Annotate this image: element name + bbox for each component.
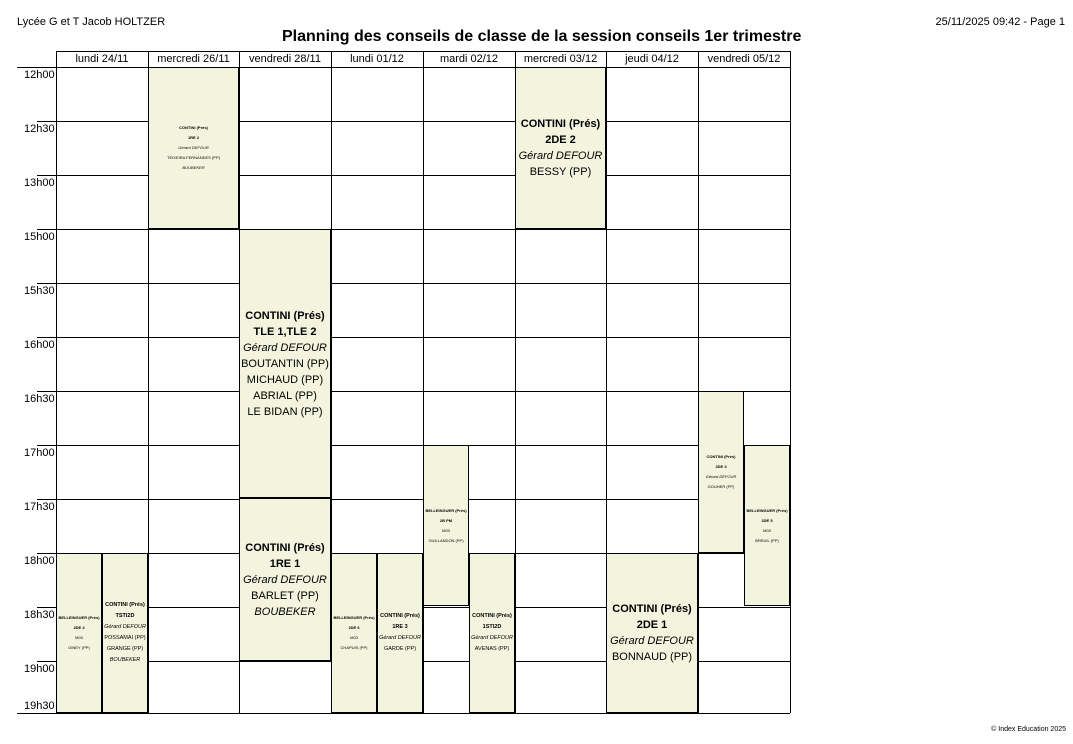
event-line: BREUIL (PP) (755, 537, 779, 543)
page-title: Planning des conseils de classe de la session conseils 1er trimestre (282, 28, 802, 45)
time-label: 19h30 (24, 700, 55, 712)
event-line: Gérard DEFOUR (518, 150, 603, 162)
event-line: Gérard DEFOUR (471, 635, 513, 641)
column-line (698, 51, 699, 713)
council-event (469, 553, 515, 713)
event-line: CONTINI (Prés) (520, 118, 601, 130)
time-label: 18h30 (24, 609, 55, 621)
event-line: BOUBEKER (109, 657, 141, 663)
slot-line (37, 229, 790, 230)
slot-line (37, 445, 790, 446)
event-line: CONTINI (Prés) (245, 309, 325, 322)
event-line: 2DE 2 (545, 134, 576, 146)
event-line: 2DE 3 (715, 464, 727, 469)
event-line: GINEY (PP) (68, 645, 90, 650)
event-line: CONTINI (Prés) (706, 454, 736, 459)
event-line: GRANGE (PP) (106, 646, 144, 652)
event-line: 1STI2D (482, 624, 502, 630)
event-line: 2DE 5 (761, 517, 773, 523)
event-line: GOUHER (PP) (707, 484, 735, 489)
event-line: Gérard DEFOUR (379, 635, 421, 641)
time-label: 19h00 (24, 663, 55, 675)
event-line: TEIXEIRA FERNANDES (PP) (167, 155, 220, 160)
day-header: mercredi 03/12 (523, 53, 598, 65)
time-label: 13h00 (24, 177, 55, 189)
event-line: Gérard DEFOUR (178, 145, 209, 150)
council-event (744, 445, 790, 606)
event-line: TLE 1,TLE 2 (253, 325, 317, 338)
day-header: jeudi 04/12 (625, 53, 679, 65)
event-line: BOUBEKER (182, 165, 205, 170)
time-label: 15h00 (24, 231, 55, 243)
event-line: ABRIAL (PP) (253, 389, 317, 402)
day-header: mercredi 26/11 (157, 53, 230, 65)
council-event (102, 553, 148, 713)
council-event (423, 445, 469, 606)
time-label: 17h00 (24, 447, 55, 459)
day-header: lundi 01/12 (350, 53, 404, 65)
event-line: 2B PM (439, 517, 453, 523)
event-line: BELLEINGUER (Prés) (746, 507, 788, 513)
event-line: CONTINI (Prés) (472, 613, 512, 619)
event-line: 1RE 3 (392, 624, 408, 630)
print-info: 25/11/2025 09:42 - Page 1 (935, 16, 1065, 28)
time-label: 18h00 (24, 555, 55, 567)
time-label: 16h00 (24, 339, 55, 351)
event-line: BONNAUD (PP) (611, 651, 693, 663)
event-line: GUILLANDON (PP) (428, 537, 464, 543)
event-line: CONTINI (Prés) (612, 603, 692, 615)
event-line: MICHAUD (PP) (246, 373, 324, 386)
event-line: CONTINI (Prés) (105, 602, 145, 608)
event-line: 1RE 2 (187, 135, 200, 140)
event-line: 1RE 1 (269, 557, 301, 570)
council-event (606, 553, 698, 713)
day-header: lundi 24/11 (75, 53, 129, 65)
event-line: CHAPUIS (PP) (340, 645, 368, 650)
event-line: LE BIDAN (PP) (247, 405, 323, 418)
day-header: vendredi 05/12 (707, 53, 781, 65)
day-header: mardi 02/12 (439, 53, 499, 65)
slot-line (37, 283, 790, 284)
event-line: TSTI2D (115, 613, 135, 619)
event-line: BELLEINGUER (Prés) (58, 615, 100, 620)
event-line: Gérard DEFOUR (705, 474, 737, 479)
event-line: M03 (350, 635, 358, 640)
event-line: BARLET (PP) (251, 589, 319, 602)
time-label: 17h30 (24, 501, 55, 513)
event-line: POSSAMAI (PP) (104, 635, 146, 641)
council-event (698, 391, 744, 553)
grid-bottom-line (17, 713, 790, 714)
council-event (515, 67, 606, 229)
event-line: Gérard DEFOUR (243, 341, 327, 354)
time-label: 15h30 (24, 285, 55, 297)
day-header: vendredi 28/11 (249, 53, 321, 65)
slot-line (37, 337, 790, 338)
time-label: 12h00 (24, 69, 55, 81)
council-event (377, 553, 423, 713)
event-line: 2DE 1 (636, 619, 668, 631)
council-event (148, 67, 239, 229)
time-label: 16h30 (24, 393, 55, 405)
slot-line (37, 499, 790, 500)
event-line: GARDE (PP) (383, 646, 417, 652)
event-line: BESSY (PP) (529, 166, 592, 178)
header-bottom-line (17, 67, 790, 68)
column-line (790, 51, 791, 713)
event-line: Gérard DEFOUR (243, 573, 327, 586)
event-line: BOUBEKER (254, 605, 316, 618)
event-line: BOUTANTIN (PP) (241, 357, 329, 370)
school-name: Lycée G et T Jacob HOLTZER (17, 16, 166, 28)
event-line: BELLEINGUER (Prés) (333, 615, 375, 620)
council-event (56, 553, 102, 713)
event-line: CONTINI (Prés) (380, 613, 420, 619)
event-line: CONTINI (Prés) (245, 541, 325, 554)
time-label: 12h30 (24, 123, 55, 135)
event-line: 2DE 6 (348, 625, 360, 630)
event-line: BELLEINGUER (Prés) (425, 507, 467, 513)
event-line: M03 (442, 527, 450, 533)
event-line: M03 (763, 527, 771, 533)
event-line: M03 (75, 635, 83, 640)
event-line: AVENAS (PP) (474, 646, 510, 652)
copyright-footer: © Index Education 2025 (991, 726, 1066, 733)
council-event (331, 553, 377, 713)
event-line: Gérard DEFOUR (104, 624, 146, 630)
slot-line (37, 391, 790, 392)
event-line: 2DE 4 (73, 625, 85, 630)
column-line (423, 51, 424, 713)
council-event (239, 229, 331, 498)
council-event (239, 498, 331, 661)
event-line: CONTINI (Prés) (179, 125, 208, 130)
event-line: Gérard DEFOUR (610, 635, 694, 647)
